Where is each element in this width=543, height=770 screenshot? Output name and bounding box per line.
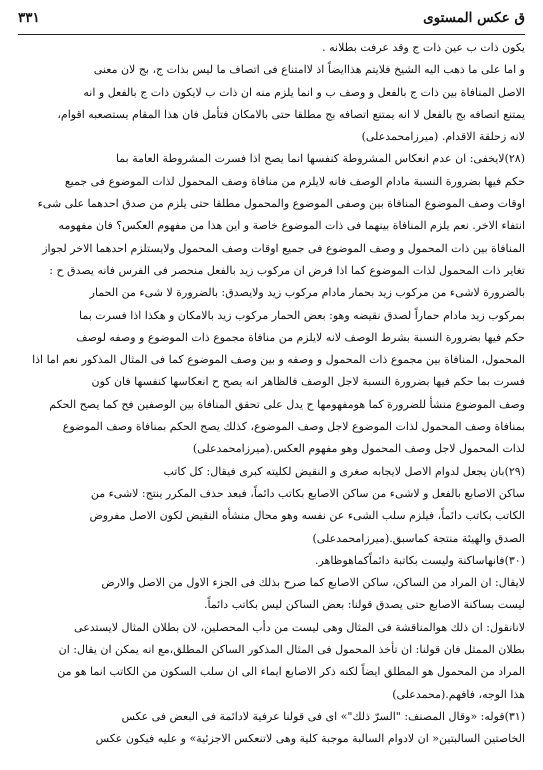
page-number: ٣٣١ xyxy=(18,10,40,26)
text-line: المحمول، المنافاة بين مجموع ذات المحمول و وصفه و بين وصف الموضوع كما فى المثال المذكور نعم اما اذا xyxy=(32,353,525,367)
text-line: المنافاة بين ذات المحمول و وصف الموضوع فى جميع اوقات وصف المحمول ولايستلزم احدهما الاخر لجواز xyxy=(42,241,525,255)
text-line: انتفاء الاخر. نعم يلزم المنافاة بينهما فى ذات الموضوع خاصة و اين هذا من مفهوم العكس؟ فان مفهومه xyxy=(58,219,525,233)
text-line: ساكن الاصابع بالفعل و لاشىء من ساكن الاصابع بكاتب دائماً، فبعد حذف المكرر ينتج: لاشىء من xyxy=(90,486,525,500)
text-line: المراد من المحمول هو المطلق ايضاً لكنه ذكر الاصابع ايماء الى ان سلب السكون من الكاتب انما هو من xyxy=(57,665,525,679)
text-line: و اما على ما ذهب اليه الشيخ فلايتم هذاايضاً اذ لاامتناع فى اتصاف ما ليس بذات ج، بج لان معنى xyxy=(93,63,525,77)
page-header xyxy=(18,10,525,35)
note-29-line: (٢٩)بان يجعل لدوام الاصل لايجابه صغرى و النقيض لكليته كبرى فيقال: كل كاتب xyxy=(163,464,525,478)
text-line: لايقال: ان المراد من الساكن، ساكن الاصابع كما صرح بذلك فى الجزء الاول من الاصل والارض xyxy=(101,576,525,590)
text-line: ليست بساكنة الاصابع حتى يصدق قولنا: بعض الساكن ليس بكاتب دائماً. xyxy=(203,598,525,612)
note-31-line: (٣١)قوله: «وقال المصنف: "السرّ ذلك"» اى فى قولنا عرفية لادائمة فى البعض فى عكس xyxy=(121,709,525,723)
page-body xyxy=(12,37,531,751)
text-line: بمركوب زيد مادام حماراً لصدق نقيضه وهو: بعض الحمار مركوب زيد بالامكان و هكذا اذا فسرت بما xyxy=(79,308,525,322)
text-line: لذات المحمول لاجل وصف المحمول وهو مفهوم العكس.(ميرزامحمدعلى) xyxy=(192,442,525,456)
text-line: الصدق والهيئة منتجة كماسبق.(ميرزامحمدعلى) xyxy=(312,531,525,545)
text-line: الكاتب بكاتب دائماً، فيلزم سلب الشىء عن نفسه وهو محال منشأه النقيض لكون الاصل مفروض xyxy=(89,509,525,523)
text-line: حكم فيها بضرورة النسبة مادام الوصف فانه لايلزم من منافاة وصف المحمول لذات الموضوع فى جميع xyxy=(64,174,525,188)
text-line: لانه زحلقة الاقدام. (ميرزامحمدعلى) xyxy=(361,130,525,144)
text-line: الخاصتين السالبتين« ان لادوام السالبة موجبة كلية وهى لاتنعكس الاجزئية» و عليه فيكون عكس xyxy=(95,732,525,746)
text-line: بطلان الممثل فان قولنا: ان تأخذ المحمول فى المثال المذكور الساكن المطلق،مع انه يمكن ان يقال: ان xyxy=(58,643,525,657)
text-line: لانانقول: ان ذلك هوالمناقشة فى المثال وهى ليست من دأب المحصلين، لان بطلان المثال لايستدعى xyxy=(74,620,525,634)
note-28-line: (٢٨)لايخفى: ان عدم انعكاس المشروطة كنفسها انما يصح اذا فسرت المشروطة العامة بما xyxy=(115,152,525,166)
note-30-line: (٣٠)فانهاساكنة وليست بكاتبة دائماًكماهوظاهر. xyxy=(314,553,525,567)
text-line: بمنافاة وصف المحمول لذات الموضوع لاجل وصف الموضوع، كذلك يصح الحكم بمنافاة وصف الموضوع xyxy=(62,420,525,434)
text-line: حكم فيها بضرورة النسبة بشرط الوصف لانه لايلزم من منافاة مجموع ذات الموضوع و وصفه لوصف xyxy=(76,330,525,344)
text-line: الاصل المنافاة بين ذات ج بالفعل و وصف ب و انما يلزم منه ان ذات ب لايكون ذات ج بالفعل و انه xyxy=(83,85,525,99)
text-line: هذا الوجه، فافهم.(محمدعلى) xyxy=(392,687,525,701)
text-line: فسرت بما حكم فيها بضرورة النسبة لاجل الوصف فالظاهر انه يصح ح انعكاسها كنفسها فان كون xyxy=(91,375,525,389)
running-title: ق عكس المستوى xyxy=(423,10,525,26)
text-line: تغاير ذات المحمول لذات الموضوع كما اذا فرض ان مركوب زيد بالفعل منحصر فى الفرس فانه يصدق ح : xyxy=(49,263,525,277)
text-line: بالضرورة لاشىء من مركوب زيد بحمار مادام مركوب زيد ولايصدق: بالضرورة لا شىء من الحمار xyxy=(89,286,525,300)
text-line: يمتنع اتصافه بج بالفعل لا انه يمتنع اتصافه بج مطلقا حتى بالامكان فتأمل فان هذا المقام يستصعبه اقوام، xyxy=(57,107,525,121)
text-line: يكون ذات ب عين ذات ج وقد عرفت بطلانه . xyxy=(322,41,525,54)
text-line: وصف الموضوع منشأ للضرورة كما هومفهومها ح يدل على تحقق المنافاة بين الوصفين فح كما يصح الحكم xyxy=(49,397,525,411)
text-line: اوقات وصف الموضوع المنافاة بين وصفى الموضوع والمحمول مطلقا حتى يلزم من صدق احدهما على شىء xyxy=(37,197,525,211)
